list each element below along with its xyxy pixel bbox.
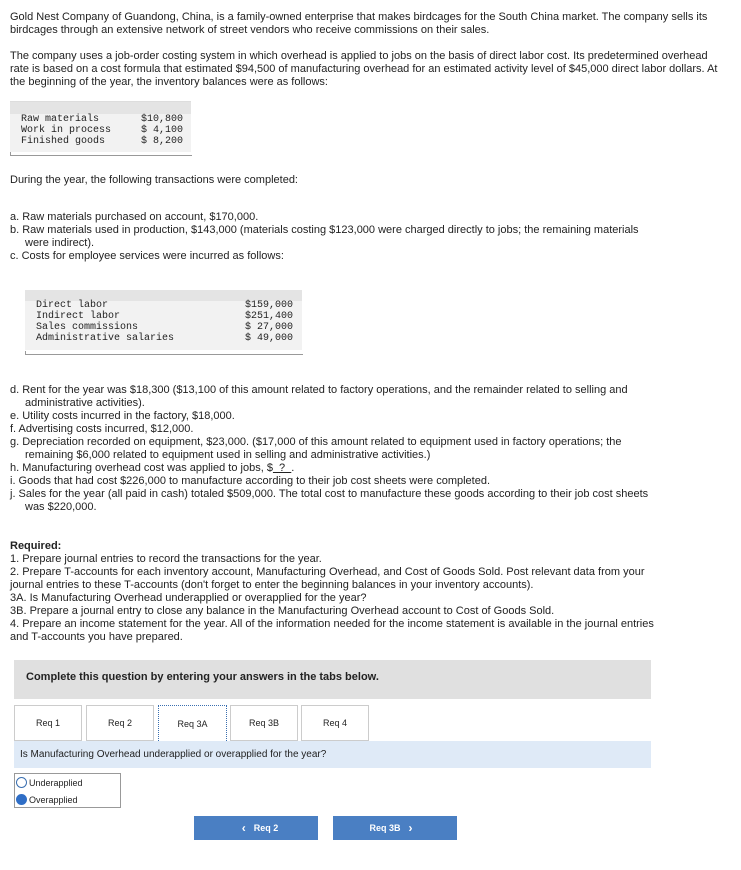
transaction-line: f. Advertising costs incurred, $12,000. [10, 423, 194, 435]
tab-req-1[interactable]: Req 1 [14, 705, 82, 741]
intro-paragraph-1: Gold Nest Company of Guandong, China, is a family-owned enterprise that makes birdcages for the South China market. The company sells its birdcages through an extensive network of street vendors who receive commissions on their sales. [10, 11, 708, 36]
transaction-line: a. Raw materials purchased on account, $170,000. [10, 211, 259, 223]
cost-label-sales-commissions: Sales commissions [36, 322, 139, 333]
option-label: Underapplied [29, 777, 83, 788]
cost-value-direct-labor: $159,000 [245, 300, 294, 311]
prev-label: Req 2 [253, 823, 279, 833]
required-line: 3A. Is Manufacturing Overhead underapplied or overapplied for the year? [10, 592, 367, 604]
intro-paragraph-2: The company uses a job-order costing system in which overhead is applied to jobs on the basis of direct labor cost. Its predetermined overhead rate is based on a cost formula that estimated $94,500 of manufacturing overhead for an estimated activity level of $45,000 direct labor dollars. At the beginning of the year, the inventory balances were as follows: [10, 50, 718, 88]
required-line: 2. Prepare T-accounts for each inventory account, Manufacturing Overhead, and Cost of Goods Sold. Post relevant data from your [10, 566, 645, 578]
transaction-line: e. Utility costs incurred in the factory, $18,000. [10, 410, 235, 422]
transaction-line: was $220,000. [25, 501, 97, 513]
during-text: During the year, the following transactions were completed: [10, 174, 298, 186]
inventory-value-wip: $ 4,100 [141, 125, 184, 136]
option-label: Overapplied [29, 794, 78, 805]
transactions-list-d [10, 384, 715, 514]
tab-req-3b[interactable]: Req 3B [230, 705, 298, 741]
required-line: 3B. Prepare a journal entry to close any balance in the Manufacturing Overhead account to Cost of Goods Sold. [10, 605, 555, 617]
cost-value-sales-commissions: $ 27,000 [245, 322, 294, 333]
inventory-value-raw-materials: $10,800 [141, 114, 184, 125]
transaction-line: administrative activities). [25, 397, 145, 409]
inventory-label-raw-materials: Raw materials [21, 114, 100, 125]
transaction-line-h [10, 462, 715, 475]
tab-req-2[interactable]: Req 2 [86, 705, 154, 741]
option-underapplied[interactable] [16, 775, 83, 790]
inventory-value-finished-goods: $ 8,200 [141, 136, 184, 147]
required-list [10, 553, 720, 644]
applied-overhead-blank: ? [272, 462, 292, 474]
transaction-line: remaining $6,000 related to equipment used in selling and administrative activities.) [25, 449, 431, 461]
transaction-line: g. Depreciation recorded on equipment, $23,000. ($17,000 of this amount related to equipment used in factory operations; the [10, 436, 622, 448]
radio-selected-icon[interactable] [16, 794, 27, 805]
transaction-line: j. Sales for the year (all paid in cash) totaled $509,000. The total cost to manufacture these goods according to their job cost sheets [10, 488, 649, 500]
chevron-right-icon: › [408, 821, 413, 835]
cost-label-indirect-labor: Indirect labor [36, 311, 121, 322]
tab-req-4[interactable]: Req 4 [301, 705, 369, 741]
cost-value-indirect-labor: $251,400 [245, 311, 294, 322]
cost-value-admin-salaries: $ 49,000 [245, 333, 294, 344]
option-overapplied[interactable] [16, 792, 78, 807]
inventory-label-wip: Work in process [21, 125, 112, 136]
question-text: Is Manufacturing Overhead underapplied or overapplied for the year? [20, 749, 327, 760]
next-label: Req 3B [369, 823, 401, 833]
radio-unselected-icon[interactable] [16, 777, 27, 788]
instructions-banner [14, 660, 651, 699]
transaction-line: were indirect). [25, 237, 95, 249]
required-line: 1. Prepare journal entries to record the transactions for the year. [10, 553, 322, 565]
transaction-period: . [291, 462, 295, 474]
transaction-text: h. Manufacturing overhead cost was applied to jobs, $ [10, 462, 273, 474]
transaction-line: i. Goods that had cost $226,000 to manufacture according to their job cost sheets were completed. [10, 475, 491, 487]
transaction-line: d. Rent for the year was $18,300 ($13,100 of this amount related to factory operations, and the remainder related to selling and [10, 384, 628, 396]
inventory-table [10, 101, 191, 152]
inventory-label-finished-goods: Finished goods [21, 136, 106, 147]
required-line: 4. Prepare an income statement for the year. All of the information needed for the income statement is available in the journal entries [10, 618, 654, 630]
required-heading: Required: [10, 540, 62, 552]
instructions-text: Complete this question by entering your answers in the tabs below. [26, 671, 379, 683]
employee-costs-table [25, 290, 302, 350]
transaction-line: b. Raw materials used in production, $143,000 (materials costing $123,000 were charged directly to jobs; the remaining materials [10, 224, 639, 236]
prev-button[interactable] [194, 816, 318, 840]
transactions-list-a [10, 211, 710, 263]
transaction-line: c. Costs for employee services were incurred as follows: [10, 250, 284, 262]
tab-req-3a[interactable]: Req 3A [158, 705, 227, 741]
required-line: and T-accounts you have prepared. [10, 631, 183, 643]
question-banner [14, 741, 651, 768]
next-button[interactable] [333, 816, 457, 840]
cost-label-direct-labor: Direct labor [36, 300, 109, 311]
chevron-left-icon: ‹ [241, 821, 246, 835]
required-line: journal entries to these T-accounts (don't forget to enter the beginning balances in your inventory accounts). [10, 579, 534, 591]
answer-options [14, 773, 121, 808]
cost-label-admin-salaries: Administrative salaries [36, 333, 175, 344]
